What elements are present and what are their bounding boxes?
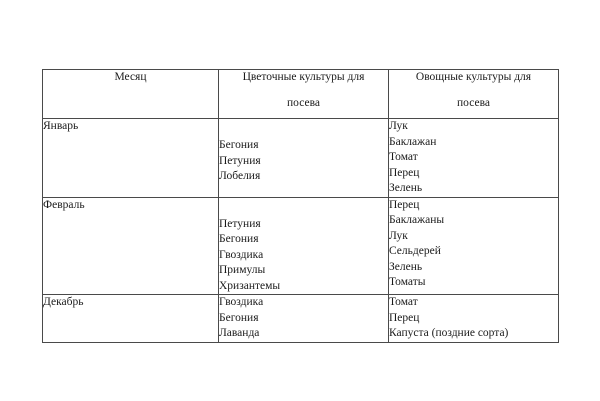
list-item: Баклажан <box>389 135 437 148</box>
vegetables-list <box>389 198 558 291</box>
month-cell: Декабрь <box>43 295 219 343</box>
list-item: Гвоздика <box>219 248 264 261</box>
flowers-cell <box>219 295 389 343</box>
flowers-cell <box>219 197 389 295</box>
column-header-flowers-line2: посева <box>287 96 320 109</box>
list-item: Петуния <box>219 217 261 230</box>
vegetables-list <box>389 119 558 197</box>
list-item: Зелень <box>389 182 423 194</box>
vegetables-cell <box>389 295 559 343</box>
list-item: Баклажаны <box>389 214 445 226</box>
list-item: Томат <box>389 151 418 163</box>
list-item: Перец <box>389 198 420 211</box>
list-item: Бегония <box>219 311 259 324</box>
table-header <box>43 70 559 119</box>
list-item: Бегония <box>219 139 259 151</box>
list-item: Капуста (поздние сорта) <box>389 327 509 339</box>
list-item: Томат <box>389 296 418 308</box>
column-header-vegetables-line1: Овощные культуры для <box>415 71 532 83</box>
list-item: Лобелия <box>219 170 261 182</box>
vegetables-cell <box>389 119 559 198</box>
flowers-cell <box>219 119 389 198</box>
column-header-vegetables <box>389 70 559 119</box>
list-item: Перец <box>389 166 420 179</box>
flowers-list <box>219 138 388 185</box>
list-item: Бегония <box>219 233 259 245</box>
list-item: Сельдерей <box>389 245 441 257</box>
month-cell: Январь <box>43 119 219 198</box>
flowers-list <box>219 295 388 342</box>
column-header-month-line1: Месяц <box>114 71 147 83</box>
table-header-row <box>43 70 559 119</box>
list-item: Лаванда <box>219 327 260 339</box>
vegetables-cell <box>389 197 559 295</box>
planting-calendar-table <box>42 69 559 343</box>
list-item: Зелень <box>389 260 423 273</box>
table-row <box>43 119 559 198</box>
table-row <box>43 197 559 295</box>
list-item: Лук <box>389 120 408 132</box>
table-body <box>43 119 559 343</box>
table-row <box>43 295 559 343</box>
list-item: Хризантемы <box>219 279 281 292</box>
column-header-month <box>43 70 219 119</box>
vegetables-list <box>389 295 558 342</box>
month-cell: Февраль <box>43 197 219 295</box>
column-header-vegetables-line2: посева <box>457 96 490 109</box>
flowers-list <box>219 217 388 295</box>
list-item: Примулы <box>219 264 266 276</box>
list-item: Петуния <box>219 154 261 167</box>
list-item: Томаты <box>389 276 426 288</box>
list-item: Гвоздика <box>219 296 264 308</box>
column-header-flowers-line1: Цветочные культуры для <box>242 71 365 83</box>
column-header-flowers <box>219 70 389 119</box>
list-item: Перец <box>389 311 420 324</box>
list-item: Лук <box>389 229 408 242</box>
